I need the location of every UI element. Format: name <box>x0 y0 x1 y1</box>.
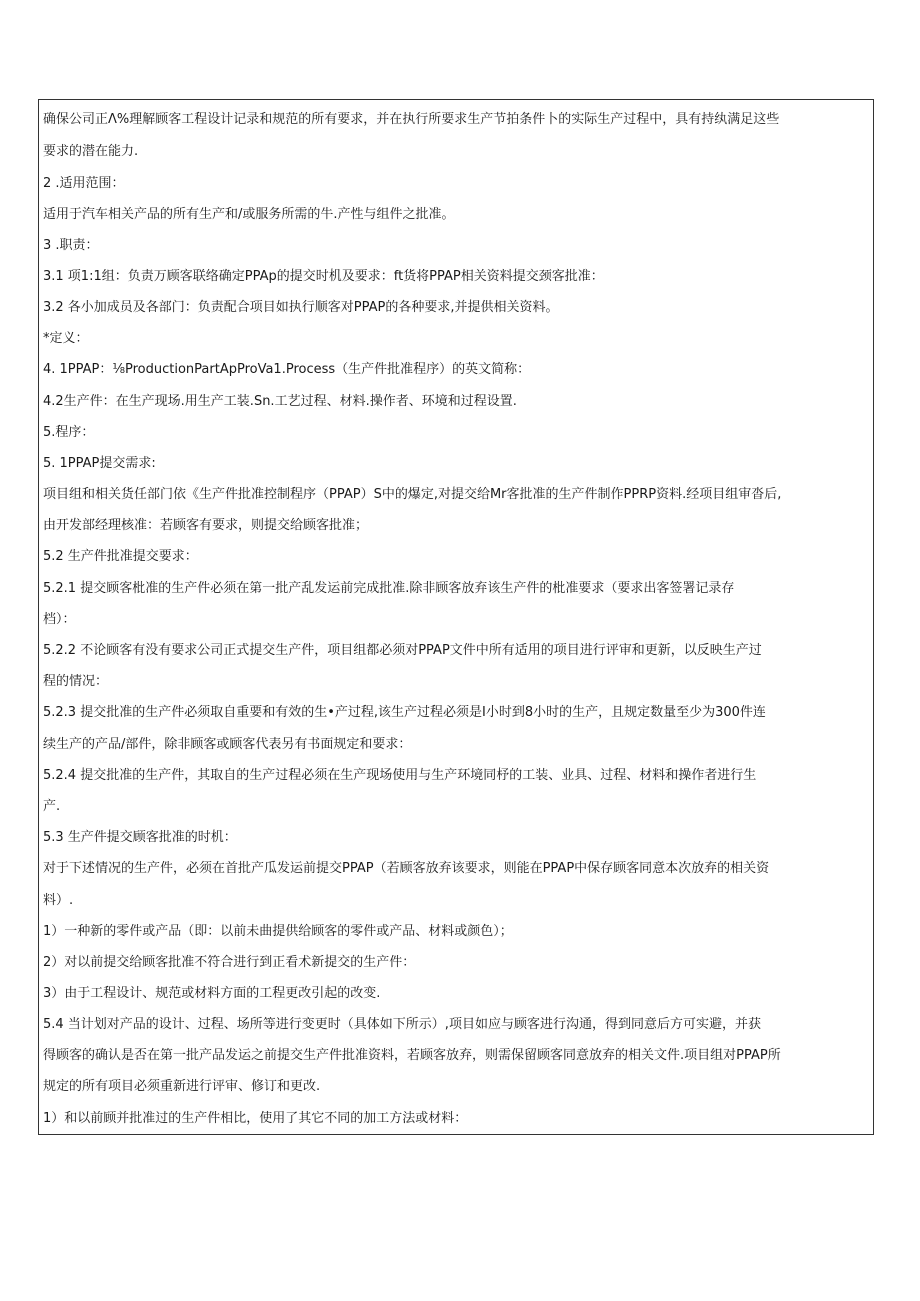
text-line: 得顾客的确认是否在第一批产品发运之前提交生产件批准资料，若顾客放弃，则需保留顾客同意放弃的相关文件.项目组对PPAP所 <box>43 1048 781 1063</box>
text-line: 5.程序： <box>43 425 95 440</box>
text-line: 对于下述情况的生产件，必须在首批产瓜发运前提交PPAP（若顾客放弃该要求，则能在PPAP中保存顾客同意本次放弃的相关资 <box>43 861 770 876</box>
text-line: 4. 1PPAP：⅛ProductionPartApProVa1.Process（生产件批准程序）的英文简称： <box>43 362 531 377</box>
text-line: 5.2 生产件批准提交要求： <box>43 549 198 564</box>
text-line: 料）. <box>43 893 74 908</box>
text-line: 档）： <box>43 612 76 627</box>
text-line: *定义： <box>43 331 89 346</box>
text-line: 5.2.3 提交批准的生产件必须取自重要和有效的生•产过程,该生产过程必须是I小时到8小时的生产，且规定数量至少为300件连 <box>43 705 766 720</box>
text-line: 规定的所有项目必须重新进行评审、修订和更改. <box>43 1079 321 1094</box>
text-line: 2 .适用范围： <box>43 176 125 191</box>
text-line: 项目组和相关货任部门依《生产件批准控制程序（PPAP）S中的爆定,对提交给Mr客批准的生产件制作PPRP资料.经项目组审沓后, <box>43 487 782 502</box>
text-line: 5. 1PPAP提交需求: <box>43 456 156 471</box>
text-line: 1）一种新的零件或产品（即：以前未曲提供给顾客的零件或产品、材料或颜色）； <box>43 924 513 939</box>
text-line: 5.2.4 提交批准的生产件，其取自的生产过程必须在生产现场使用与生产环境同杼的工装、业具、过程、材料和操作者进行生 <box>43 768 757 783</box>
text-line: 适用于汽车相关产品的所有生产和/或服务所需的牛.产性与组件之批准。 <box>43 207 455 222</box>
text-line: 5.4 当计划对产品的设计、过程、场所等进行变更时（具体如下所示）,项目如应与顾客进行沟通，得到同意后方可实避，并获 <box>43 1017 761 1032</box>
text-line: 1）和以前顾并批准过的生产件相比，使用了其它不同的加工方法或材料： <box>43 1111 468 1126</box>
text-line: 3 .职责： <box>43 238 99 253</box>
text-line: 3.2 各小加成员及各部门：负责配合项目如执行顺客对PPAP的各种要求,并提供相关资料。 <box>43 300 559 315</box>
document-frame <box>38 99 874 1135</box>
text-line: 由开发部经理核准：若顾客有要求，则提交给顾客批准； <box>43 518 369 533</box>
text-line: 5.3 生产件提交顾客批准的时机： <box>43 830 237 845</box>
text-line: 程的情况： <box>43 674 109 689</box>
text-line: 确保公司正Λ%理解顾客工程设计记录和规范的所有要求，并在执行所要求生产节拍条件卜的实际生产过程中，具有持纨满足这些 <box>43 112 780 127</box>
text-line: 要求的潜在能力. <box>43 144 139 159</box>
text-line: 续生产的产品/部件，除非顾客或顾客代表另有书面规定和要求： <box>43 737 412 752</box>
text-line: 3.1 项1:1组：负责万顾客联络确定PPAp的提交时机及要求：ft货将PPAP相关资料提交颈客批准： <box>43 269 604 284</box>
text-line: 产. <box>43 799 61 814</box>
text-line: 5.2.1 提交顾客枇准的生产件必须在第一批产乱发运前完成批准.除非顾客放弃该生产件的枇准要求（要求出客签署记录存 <box>43 581 735 596</box>
text-line: 4.2生产件：在生产现场.用生产工装.Sn.工艺过程、材料.操作者、环境和过程设置. <box>43 394 517 409</box>
text-line: 3）由于工程设计、规范或材料方面的工程更改引起的改变. <box>43 986 381 1001</box>
text-line: 5.2.2 不论顾客有没有要求公司正式提交生产件，项目组都必须对PPAP文件中所有适用的项目进行评审和更新，以反映生产过 <box>43 643 762 658</box>
text-line: 2）对以前提交给顾客批准不符合进行到正看术新提交的生产件： <box>43 955 416 970</box>
